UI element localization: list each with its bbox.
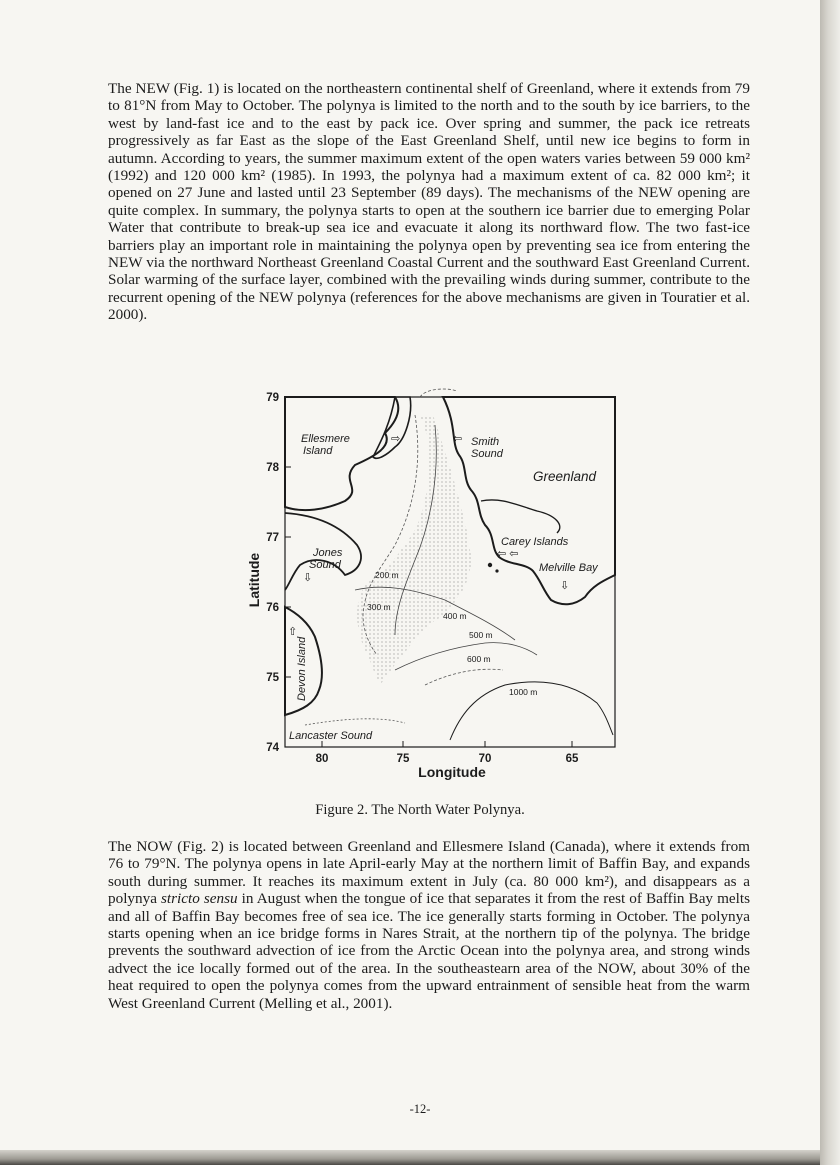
label-smith: Smith (471, 436, 500, 448)
scan-edge-right (820, 0, 840, 1165)
arrow-icon: ⇧ (288, 626, 298, 638)
depth-label-200: 200 m (375, 570, 399, 580)
figure-map (245, 385, 625, 790)
arrow-icon: ⇩ (560, 580, 570, 592)
depth-label-600: 600 m (467, 654, 491, 664)
y-tick-label: 74 (266, 742, 279, 754)
paragraph-now-polynya (108, 838, 750, 1012)
label-greenland: Greenland (533, 469, 597, 484)
figure-caption: Figure 2. The North Water Polynya. (315, 802, 525, 818)
x-tick-label: 70 (478, 753, 492, 765)
label-devon-island: Devon Island (296, 636, 308, 701)
x-tick-label: 80 (315, 753, 329, 765)
depth-label-400: 400 m (443, 611, 467, 621)
depth-label-300: 300 m (367, 602, 391, 612)
paragraph-new-polynya: The NEW (Fig. 1) is located on the northeastern continental shelf of Greenland, where it extends from 79 to 81°N from May to October. The polynya is limited to the north and to the south by ice barriers, to the west by land-fast ice and to the east by pack ice. Over spring and summer, the pack ice retreats progressively as far East as the slope of the East Greenland Shelf, until new ice begins to form in autumn. According to years, the summer maximum extent of the open waters varies between 59 000 km² (1992) and 120 000 km² (1985). In 1993, the polynya had a maximum extent of ca. 82 000 km²; it opened on 27 June and lasted until 23 September (89 days). The mechanisms of the NEW opening are quite complex. In summary, the polynya starts to open at the southern ice barrier due to emerging Polar Water that contribute to break-up sea ice and evacuate it along its northward flow. The two fast-ice barriers play an important role in maintaining the polynya open by preventing sea ice from entering the NEW via the northward Northeast Greenland Coastal Current and the southward East Greenland Current. Solar warming of the surface layer, combined with the prevailing winds during summer, contribute to the recurrent opening of the NEW polynya (references for the above mechanisms are given in Touratier et al. 2000). (108, 80, 750, 324)
y-tick-label: 77 (266, 532, 279, 544)
label-smith-sound: Sound (471, 448, 503, 460)
paragraph2-text-b: in August when the tongue of ice that separates it from the rest of Baffin Bay melts and all of Baffin Bay becomes free of sea ice. The ice generally starts forming in October. The polynya starts opening when an ice bridge forms in Nares Strait, at the northern tip of the polynya. The bridge prevents the southward advection of ice from the Arctic Ocean into the polynya area, and strong winds advect the ice locally formed out of the area. In the southeastearn area of the NOW, about 30% of the heat required to open the polynya comes from the upward entrainment of sensible heat from the warm West Greenland Current (Melling et al., 2001). (108, 890, 750, 1012)
paragraph2-italic: stricto sensu (161, 890, 238, 908)
arrow-icon: ⇨ (391, 433, 401, 445)
arrow-icon: ⇦ ⇦ (497, 548, 519, 560)
label-ellesmere-island: Island (303, 445, 333, 457)
page-number: -12- (409, 1102, 431, 1116)
label-carey-islands: Carey Islands (501, 536, 569, 548)
label-jones: Jones (313, 547, 343, 559)
label-jones-sound: Sound (309, 559, 341, 571)
paragraph2-text-a: The NOW (Fig. 2) is located between Greenland and Ellesmere Island (Canada), where it extends from 76 to 79°N. The polynya opens in late April-early May at the northern limit of Baffin Bay, and expands south during summer. It reaches its maximum extent in July (ca. 80 000 km²), and disappears as a polynya (108, 838, 750, 908)
x-tick-label: 75 (396, 753, 410, 765)
y-axis-title: Latitude (246, 552, 262, 608)
carey-islet (488, 563, 492, 567)
y-tick-label: 76 (266, 602, 279, 614)
x-tick-label: 65 (565, 753, 579, 765)
arrow-icon: ⇩ (303, 572, 313, 584)
y-tick-label: 75 (266, 672, 279, 684)
label-melville-bay: Melville Bay (539, 562, 598, 574)
x-axis-title: Longitude (418, 764, 486, 780)
nares-dashed-line (420, 389, 457, 397)
scan-edge-bottom (0, 1150, 820, 1165)
y-tick-label: 78 (266, 462, 279, 474)
y-tick-label: 79 (266, 392, 279, 404)
carey-islet (495, 569, 498, 572)
depth-label-500: 500 m (469, 630, 493, 640)
north-water-map (245, 385, 625, 790)
label-lancaster-sound: Lancaster Sound (289, 730, 373, 742)
depth-label-1000: 1000 m (509, 687, 538, 697)
label-ellesmere: Ellesmere (301, 433, 350, 445)
arrow-icon: ⇦ (453, 433, 463, 445)
